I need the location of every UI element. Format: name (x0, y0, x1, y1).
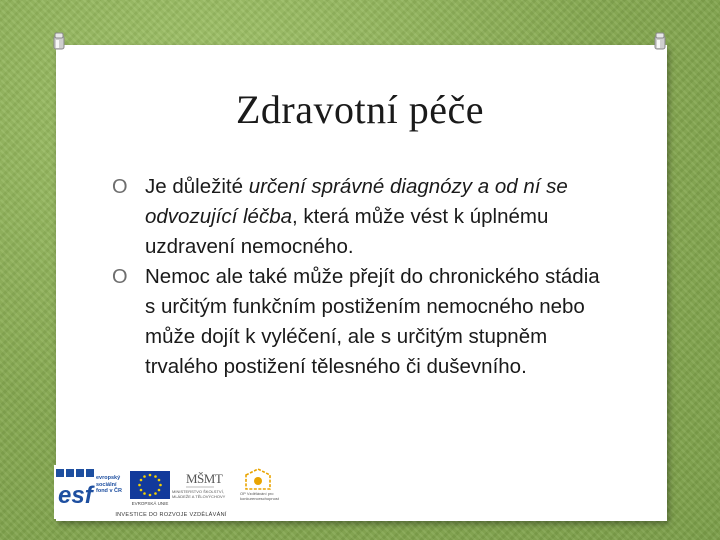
bullet-text-italic: určení správné diagnózy a od ní se odvozující léčba (145, 175, 568, 228)
op-caption: OP Vzdělávání pro konkurenceschopnost (240, 491, 279, 501)
pin-icon (51, 32, 67, 52)
bullet-text: Nemoc ale také může přejít do chronického stádia s určitým funkčním postižením nemocného nebo může dojít k vyléčení, ale s určitým stupněm trvalého postižení tělesného či duševního. (145, 265, 600, 378)
bullet-item (112, 172, 612, 262)
eu-flag-logo (130, 471, 170, 506)
esf-caption: evropský sociální fond v ČR (96, 475, 122, 494)
bullet-list (112, 172, 612, 382)
logo-strip (54, 465, 288, 519)
slide-title: Zdravotní péče (236, 87, 484, 132)
esf-letters: esf (58, 482, 93, 509)
bullet-marker: O (112, 266, 128, 288)
pin-icon (652, 32, 668, 52)
op-vk-logo (240, 469, 286, 507)
bullet-item (112, 262, 612, 382)
bullet-text: Je důležité (145, 175, 249, 198)
msmt-caption: MINISTERSTVO ŠKOLSTVÍ, MLÁDEŽE A TĚLOVÝCHOVY (172, 489, 226, 499)
logo-footer-text: INVESTICE DO ROZVOJE VZDĚLÁVÁNÍ (115, 512, 227, 518)
bullet-marker: O (112, 176, 128, 198)
msmt-letters: MŠMT (186, 471, 223, 486)
bullet-text: , která může vést k úplnému uzdravení nemocného. (145, 205, 549, 258)
eu-caption: EVROPSKÁ UNIE (131, 501, 169, 506)
msmt-logo (172, 471, 236, 507)
esf-logo (56, 469, 126, 509)
logo-strip-graphic (54, 465, 288, 519)
